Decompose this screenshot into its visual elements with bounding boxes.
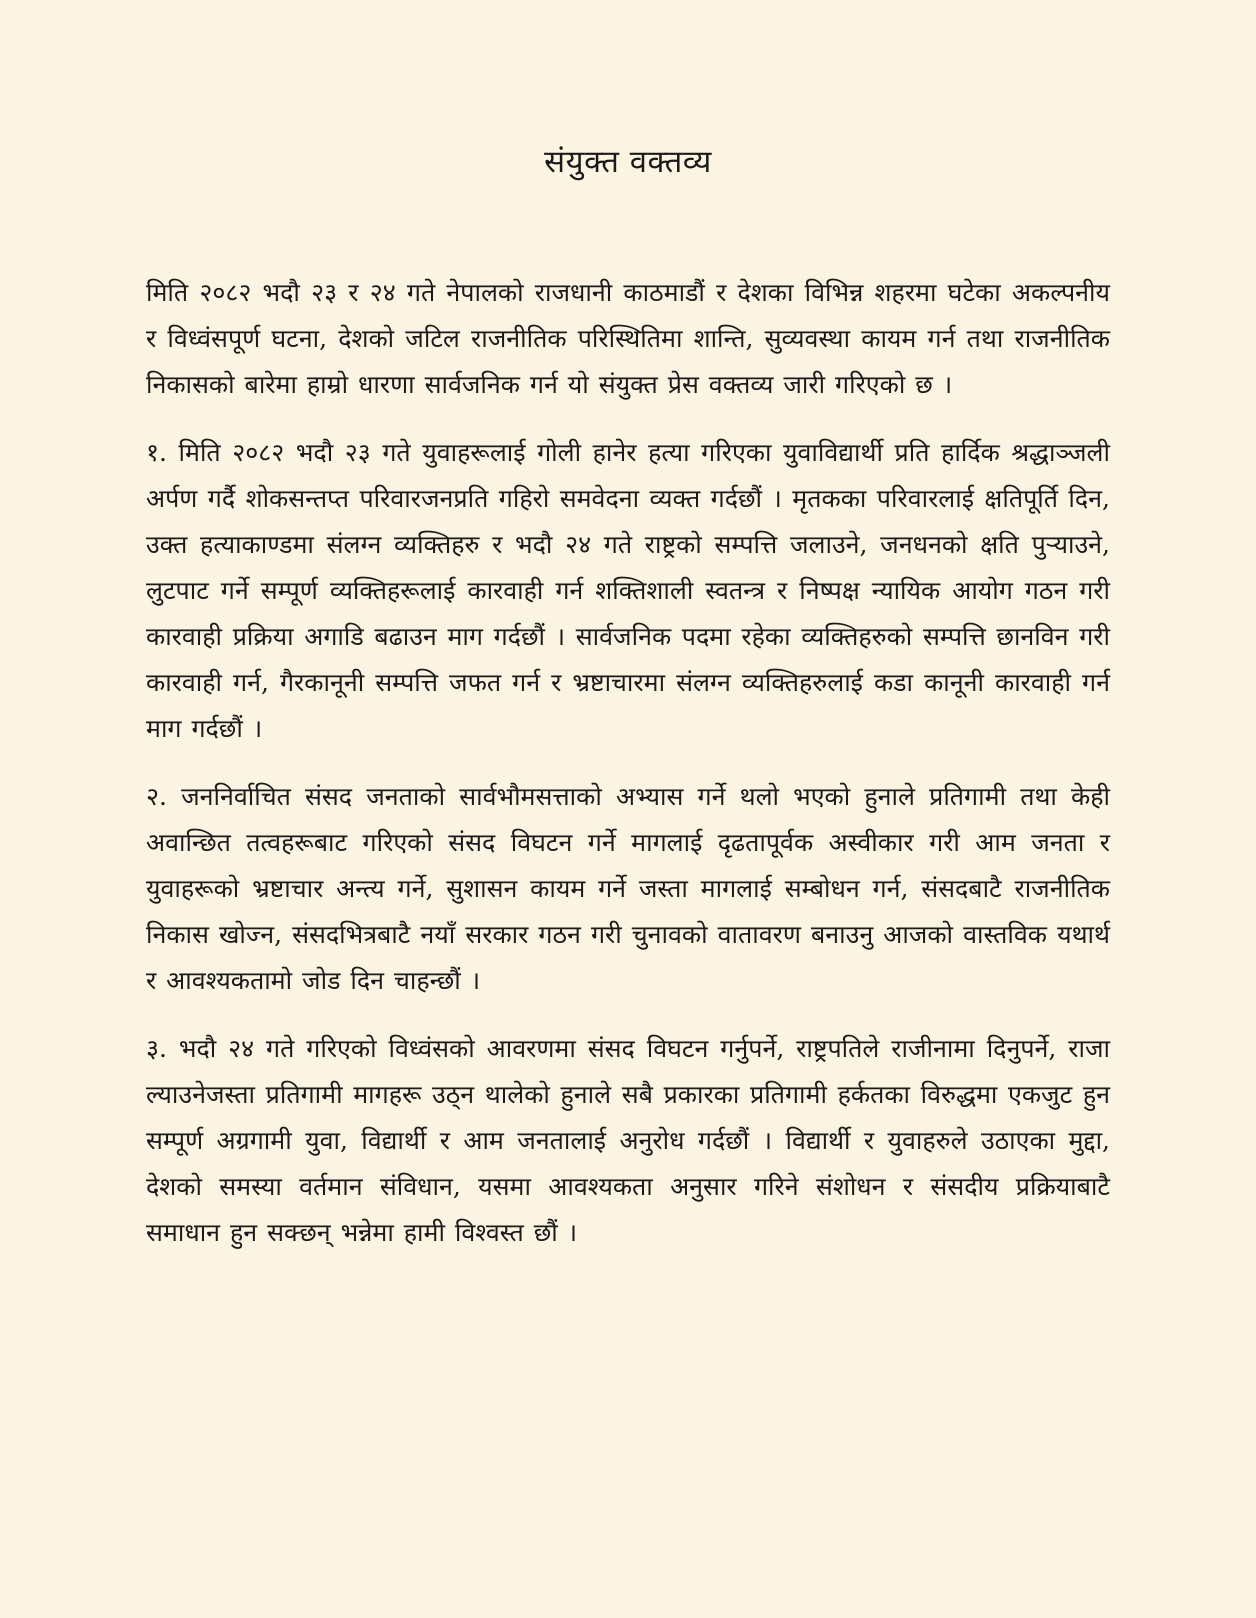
point-2-paragraph: २. जननिर्वाचित संसद जनताको सार्वभौमसत्ताको अभ्यास गर्ने थलो भएको हुनाले प्रतिगामी तथा केही अवान्छित तत्वहरूबाट गरिएको संसद विघटन गर्ने मागलाई दृढतापूर्वक अस्वीकार गरी आम जनता र युवाहरूको भ्रष्टाचार अन्त्य गर्ने, सुशासन कायम गर्ने जस्ता मागलाई सम्बोधन गर्न, संसदबाटै राजनीतिक निकास खोज्न, संसदभित्रबाटै नयाँ सरकार गठन गरी चुनावको वातावरण बनाउनु आजको वास्तविक यथार्थ र आवश्यकतामो जोड दिन चाहन्छौं । <box>146 782 1110 995</box>
point-3-paragraph: ३. भदौ २४ गते गरिएको विध्वंसको आवरणमा संसद विघटन गर्नुपर्ने, राष्ट्रपतिले राजीनामा दिनुपर्ने, राजा ल्याउनेजस्ता प्रतिगामी मागहरू उठ्न थालेको हुनाले सबै प्रकारका प्रतिगामी हर्कतका विरुद्धमा एकजुट हुन सम्पूर्ण अग्रगामी युवा, विद्यार्थी र आम जनतालाई अनुरोध गर्दछौं । विद्यार्थी र युवाहरुले उठाएका मुद्दा, देशको समस्या वर्तमान संविधान, यसमा आवश्यकता अनुसार गरिने संशोधन र संसदीय प्रक्रियाबाटै समाधान हुन सक्छन् भन्नेमा हामी विश्वस्त छौं । <box>146 1034 1110 1247</box>
document-title: संयुक्त वक्तव्य <box>544 144 712 180</box>
intro-paragraph: मिति २०८२ भदौ २३ र २४ गते नेपालको राजधानी काठमाडौं र देशका विभिन्न शहरमा घटेका अकल्पनीय र विध्वंसपूर्ण घटना, देशको जटिल राजनीतिक परिस्थितिमा शान्ति, सुव्यवस्था कायम गर्न तथा राजनीतिक निकासको बारेमा हाम्रो धारणा सार्वजनिक गर्न यो संयुक्त प्रेस वक्तव्य जारी गरिएको छ । <box>146 278 1110 399</box>
point-1-paragraph: १. मिति २०८२ भदौ २३ गते युवाहरूलाई गोली हानेर हत्या गरिएका युवाविद्यार्थी प्रति हार्दिक श्रद्धाञ्जली अर्पण गर्दै शोकसन्तप्त परिवारजनप्रति गहिरो समवेदना व्यक्त गर्दछौं । मृतकका परिवारलाई क्षतिपूर्ति दिन, उक्त हत्याकाण्डमा संलग्न व्यक्तिहरु र भदौ २४ गते राष्ट्रको सम्पत्ति जलाउने, जनधनको क्षति पुर्‍याउने, लुटपाट गर्ने सम्पूर्ण व्यक्तिहरूलाई कारवाही गर्न शक्तिशाली स्वतन्त्र र निष्पक्ष न्यायिक आयोग गठन गरी कारवाही प्रक्रिया अगाडि बढाउन माग गर्दछौं । सार्वजनिक पदमा रहेका व्यक्तिहरुको सम्पत्ति छानविन गरी कारवाही गर्न, गैरकानूनी सम्पत्ति जफत गर्न र भ्रष्टाचारमा संलग्न व्यक्तिहरुलाई कडा कानूनी कारवाही गर्न माग गर्दछौं । <box>146 438 1110 743</box>
